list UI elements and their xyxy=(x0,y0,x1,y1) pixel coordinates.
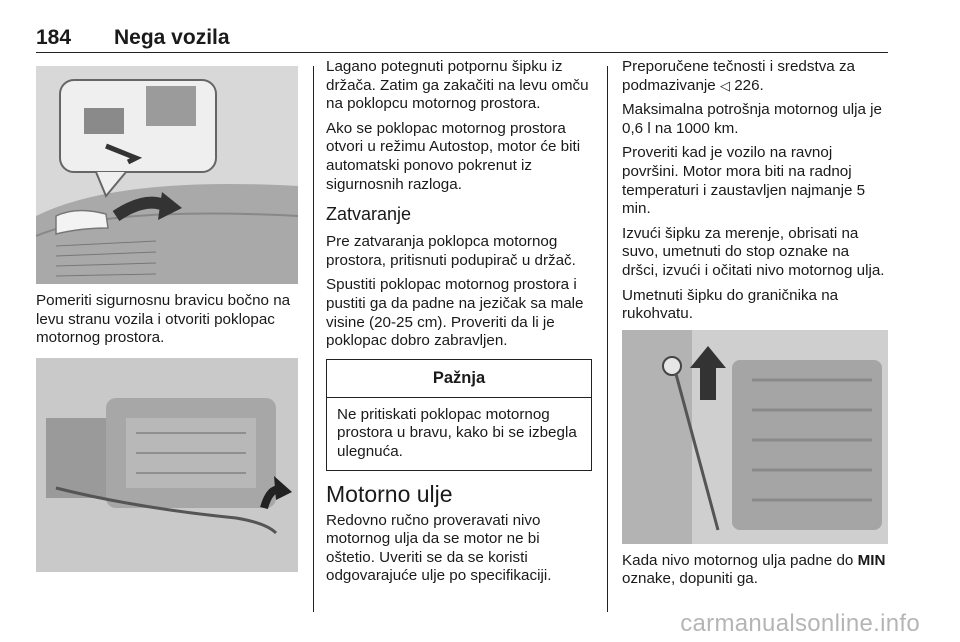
page-header xyxy=(36,22,888,53)
paragraph: Redovno ručno proveravati nivo motornog ulja da se motor ne bi oštetio. Uveriti se da se koristi odgovarajuće ulje po specifikaciji. xyxy=(326,511,552,585)
hood-release-figure xyxy=(36,66,298,284)
column-divider-left xyxy=(313,66,314,612)
section-heading-closing: Zatvaranje xyxy=(326,204,412,225)
section-heading-oil: Motorno ulje xyxy=(326,480,453,507)
paragraph-min-level: Kada nivo motornog ulja padne do MIN oznake, dopuniti ga. xyxy=(622,551,886,588)
paragraph-reference xyxy=(622,58,888,95)
caution-box xyxy=(326,359,592,471)
paragraph: Spustiti poklopac motornog prostora i pustiti ga da padne na jezičak sa male visine (20-25 cm). Proveriti da li je poklopac dobro zabravljen. xyxy=(326,276,584,350)
paragraph: Lagano potegnuti potpornu šipku iz držača. Zatim ga zakačiti na levu omču na poklopcu motornog prostora. xyxy=(326,58,589,113)
column-divider-right xyxy=(607,66,608,612)
paragraph: Maksimalna potrošnja motornog ulja je 0,6 l na 1000 km. xyxy=(622,101,883,137)
column-1 xyxy=(36,58,298,572)
latch-part xyxy=(84,108,124,134)
caution-text: Ne pritiskati poklopac motornog prostora u bravu, kako bi se izbegla ulegnuća. xyxy=(337,405,577,460)
reference-text: Preporučene tečnosti i sredstva za podmazivanje xyxy=(622,58,855,94)
page-title: Nega vozila xyxy=(114,26,230,49)
page-reference-number[interactable]: 226. xyxy=(734,76,764,94)
column-2 xyxy=(326,58,592,592)
paragraph: Pre zatvaranja poklopca motornog prostora, pritisnuti podupirač u držač. xyxy=(326,233,576,269)
paragraph: Proveriti kad je vozilo na ravnoj površini. Motor mora biti na radnoj temperaturi i zaustavljen najmanje 5 min. xyxy=(622,144,866,218)
page-number: 184 xyxy=(36,26,72,49)
engine-bay-figure xyxy=(36,358,298,572)
dipstick-handle xyxy=(663,357,681,375)
caution-title: Pažnja xyxy=(327,360,591,398)
min-mark-label: MIN xyxy=(857,551,886,569)
watermark: carmanualsonline.info xyxy=(680,610,920,637)
paragraph: Umetnuti šipku do graničnika na rukohvatu. xyxy=(622,286,839,323)
dipstick-figure xyxy=(622,330,888,544)
paragraph: Ako se poklopac motornog prostora otvori u režimu Autostop, motor će biti automatski ponovo pokrenut iz sigurnosnih razloga. xyxy=(326,119,581,193)
paragraph: Izvući šipku za merenje, obrisati na suvo, umetnuti do stop oznake na dršci, izvući i očitati nivo motornog ulja. xyxy=(622,224,885,279)
column-3 xyxy=(622,58,888,595)
page-reference-arrow-icon: ◁ xyxy=(719,77,730,93)
caption-hood-release: Pomeriti sigurnosnu bravicu bočno na levu stranu vozila i otvoriti poklopac motornog prostora. xyxy=(36,292,291,347)
